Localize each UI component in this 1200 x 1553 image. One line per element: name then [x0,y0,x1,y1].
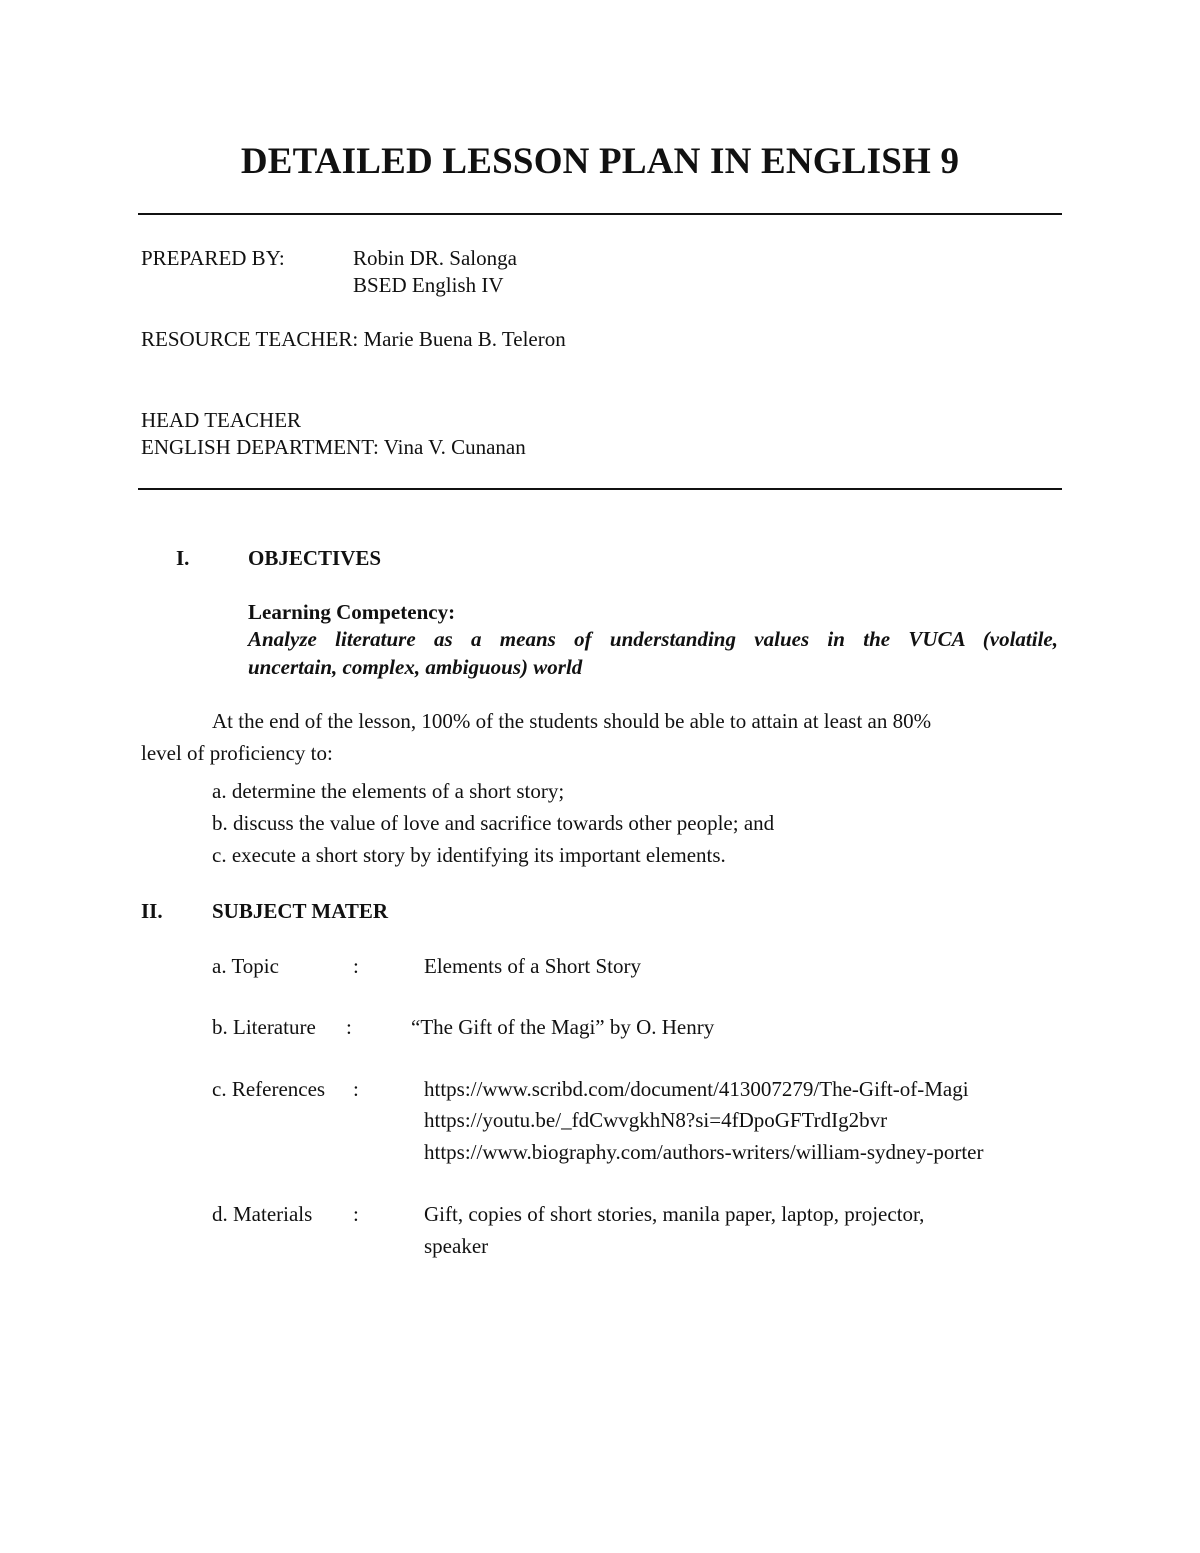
materials-line-2: speaker [424,1234,489,1258]
topic-colon: : [353,954,359,978]
competency-line-1: Analyze literature as a means of understanding values in the VUCA (volatile, [248,627,1058,651]
references-colon: : [353,1077,359,1101]
objectives-heading: OBJECTIVES [248,546,382,570]
objectives-numeral: I. [176,546,190,570]
topic-label: a. Topic [212,954,279,978]
literature-colon: : [346,1015,352,1039]
objective-item-b: b. discuss the value of love and sacrifice towards other people; and [212,811,775,835]
top-divider [138,213,1062,215]
objective-item-a: a. determine the elements of a short story; [212,779,565,803]
objectives-intro-line-1: At the end of the lesson, 100% of the students should be able to attain at least an 80% [212,709,932,733]
competency-label: Learning Competency: [248,600,456,624]
objectives-intro-line-2: level of proficiency to: [141,741,333,765]
subject-matter-numeral: II. [141,899,163,923]
prepared-by-course: BSED English IV [353,273,504,297]
competency-line-2: uncertain, complex, ambiguous) world [248,655,583,679]
head-teacher-line1: HEAD TEACHER [141,408,302,432]
literature-value: “The Gift of the Magi” by O. Henry [411,1015,715,1039]
objective-item-c: c. execute a short story by identifying its important elements. [212,843,726,867]
literature-label: b. Literature [212,1015,316,1039]
reference-link-1[interactable]: https://www.scribd.com/document/413007279/The-Gift-of-Magi [424,1077,969,1101]
materials-line-1: Gift, copies of short stories, manila paper, laptop, projector, [424,1202,925,1226]
prepared-by-label: PREPARED BY: [141,246,285,270]
reference-link-2[interactable]: https://youtu.be/_fdCwvgkhN8?si=4fDpoGFTrdIg2bvr [424,1108,888,1132]
prepared-by-name: Robin DR. Salonga [353,246,517,270]
reference-link-3[interactable]: https://www.biography.com/authors-writers/william-sydney-porter [424,1140,984,1164]
head-teacher-line2: ENGLISH DEPARTMENT: Vina V. Cunanan [141,435,526,459]
bottom-divider [138,488,1062,490]
topic-value: Elements of a Short Story [424,954,641,978]
page-title: DETAILED LESSON PLAN IN ENGLISH 9 [240,141,960,182]
resource-teacher: RESOURCE TEACHER: Marie Buena B. Teleron [141,327,566,351]
materials-label: d. Materials [212,1202,313,1226]
references-label: c. References [212,1077,326,1101]
materials-colon: : [353,1202,359,1226]
subject-matter-heading: SUBJECT MATER [212,899,389,923]
